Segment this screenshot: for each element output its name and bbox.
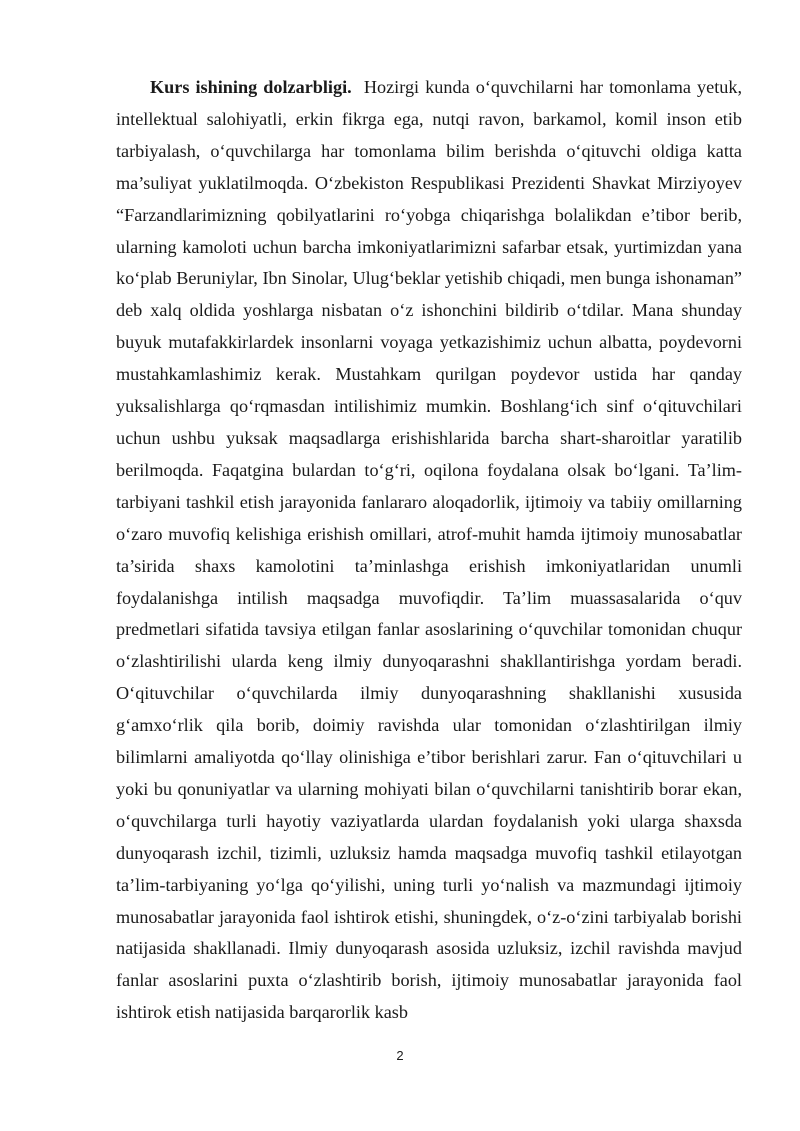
section-heading: Kurs ishining dolzarbligi. bbox=[150, 77, 352, 97]
body-paragraph bbox=[116, 72, 742, 1029]
page-number: 2 bbox=[396, 1048, 404, 1063]
paragraph-text: Hozirgi kunda o‘quvchilarni har tomonlama yetuk, intellektual salohiyatli, erkin fikrga ega, nutqi ravon, barkamol, komil inson etib tarbiyalash, o‘quvchilarga har tomonlama bilim berishda o‘qituvchi oldiga katta ma’suliyat yuklatilmoqda. O‘zbekiston Respublikasi Prezidenti Shavkat Mirziyoyev “Farzandlarimizning qobilyatlarini ro‘yobga chiqarishga bolalikdan e’tibor berib, ularning kamoloti uchun barcha imkoniyatlarimizni safarbar etsak, yurtimizdan yana ko‘plab Beruniylar, Ibn Sinolar, Ulug‘beklar yetishib chiqadi, men bunga ishonaman” deb xalq oldida yoshlarga nisbatan o‘z ishonchini bildirib o‘tdilar. Mana shunday buyuk mutafakkirlardek insonlarni voyaga yetkazishimiz uchun albatta, poydevorni mustahkamlashimiz kerak. Mustahkam qurilgan poydevor ustida har qanday yuksalishlarga qo‘rqmasdan intilishimiz mumkin. Boshlang‘ich sinf o‘qituvchilari uchun ushbu yuksak maqsadlarga erishishlarida barcha shart-sharoitlar yaratilib berilmoqda. Faqatgina bulardan to‘g‘ri, oqilona foydalana olsak bo‘lgani. Ta’lim-tarbiyani tashkil etish jarayonida fanlararo aloqadorlik, ijtimoiy va tabiiy omillarning o‘zaro muvofiq kelishiga erishish omillari, atrof-muhit hamda ijtimoiy munosabatlar ta’sirida shaxs kamolotini ta’minlashga erishish imkoniyatlaridan unumli foydalanishga intilish maqsadga muvofiqdir. Ta’lim muassasalarida o‘quv predmetlari sifatida tavsiya etilgan fanlar asoslarining o‘quvchilar tomonidan chuqur o‘zlashtirilishi ularda keng ilmiy dunyoqarashni shakllantirishga yordam beradi. O‘qituvchilar o‘quvchilarda ilmiy dunyoqarashning shakllanishi xususida g‘amxo‘rlik qila borib, doimiy ravishda ular tomonidan o‘zlashtirilgan ilmiy bilimlarni amaliyotda qo‘llay olinishiga e’tibor berishlari zarur. Fan o‘qituvchilari u yoki bu qonuniyatlar va ularning mohiyati bilan o‘quvchilarni tanishtirib borar ekan, o‘quvchilarga turli hayotiy vaziyatlarda ulardan foydalanish yoki ularga shaxsda dunyoqarash izchil, tizimli, uzluksiz hamda maqsadga muvofiq tashkil etilayotgan ta’lim-tarbiyaning yo‘lga qo‘yilishi, uning turli yo‘nalish va mazmundagi ijtimoiy munosabatlar jarayonida faol ishtirok etishi, shuningdek, o‘z-o‘zini tarbiyalab borishi natijasida shakllanadi. Ilmiy dunyoqarash asosida uzluksiz, izchil ravishda mavjud fanlar asoslarini puxta o‘zlashtirib borish, ijtimoiy munosabatlar jarayonida faol ishtirok etish natijasida barqarorlik kasb bbox=[116, 77, 742, 1023]
